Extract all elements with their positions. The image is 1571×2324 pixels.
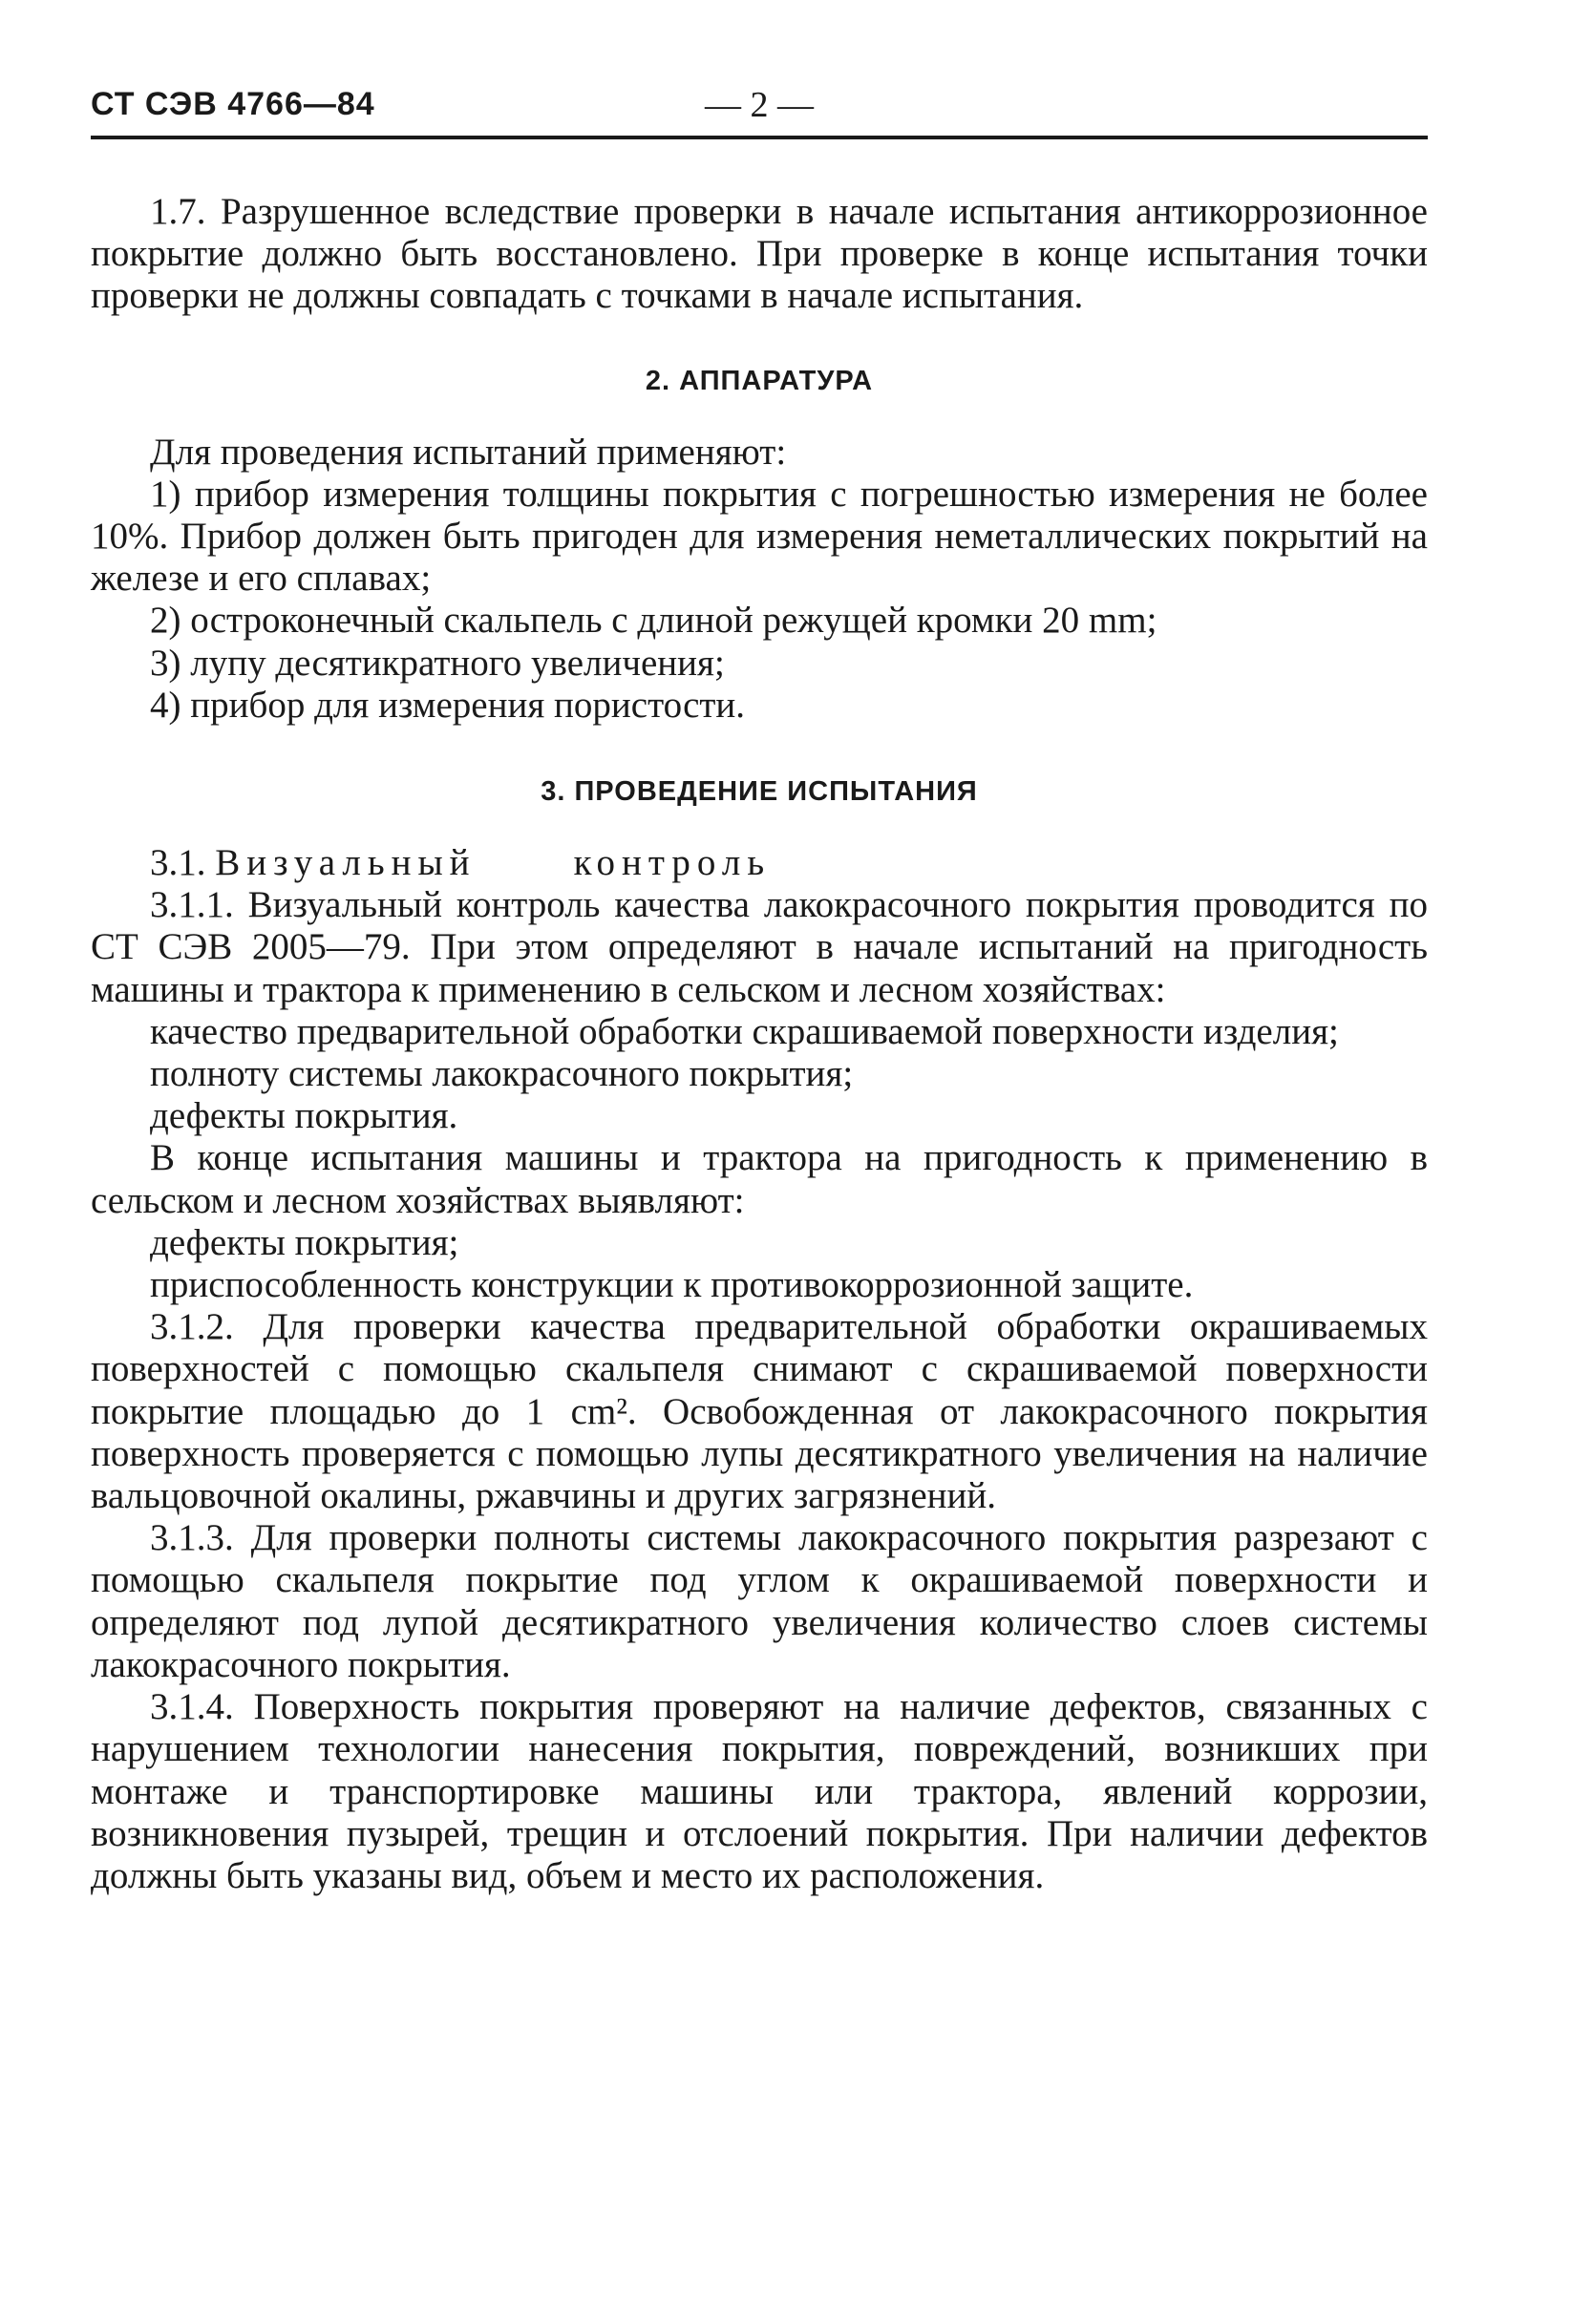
paragraph-3-1-3: 3.1.3. Для проверки полноты системы лакокрасочного покрытия разрезают с помощью скальпеля покрытие под углом к окрашиваемой поверхности и определяют под лупой десятикратного увеличения количество слоев системы лакокрасочного покрытия. bbox=[91, 1517, 1428, 1685]
list-b-item-1: дефекты покрытия; bbox=[150, 1221, 459, 1263]
list-a-item-3: дефекты покрытия. bbox=[150, 1095, 458, 1137]
subsection-3-1-number: 3.1. bbox=[150, 842, 206, 884]
list-a-item-1: качество предварительной обработки скрашиваемой поверхности изделия; bbox=[150, 1010, 1339, 1052]
section-2-intro: Для проведения испытаний применяют: bbox=[150, 431, 787, 473]
paragraph-3-1-2: 3.1.2. Для проверки качества предварительной обработки окрашиваемых поверхностей с помощью скальпеля снимают с скрашиваемой поверхности покрытие площадью до 1 cm². Освобожденная от лакокрасочного покрытия поверхность проверяется с помощью лупы десятикратного увеличения на наличие вальцовочной окалины, ржавчины и других загрязнений. bbox=[91, 1306, 1428, 1517]
list-b-item-2: приспособленность конструкции к противокоррозионной защите. bbox=[150, 1264, 1194, 1306]
document-body bbox=[91, 191, 1428, 1897]
apparatus-item-2: 2) остроконечный скальпель с длиной режущей кромки 20 mm; bbox=[150, 600, 1157, 642]
page-number: — 2 — bbox=[705, 85, 814, 125]
document-code: СТ СЭВ 4766—84 bbox=[91, 86, 375, 122]
paragraph-3-1-1: 3.1.1. Визуальный контроль качества лакокрасочного покрытия проводится по СТ СЭВ 2005—79. При этом определяют в начале испытаний на пригодность машины и трактора к применению в сельском и лесном хозяйствах: bbox=[91, 884, 1428, 1010]
section-3-title: 3. ПРОВЕДЕНИЕ ИСПЫТАНИЯ bbox=[541, 776, 978, 808]
header-rule bbox=[91, 136, 1428, 139]
apparatus-item-4: 4) прибор для измерения пористости. bbox=[150, 684, 746, 726]
section-2-title: 2. АППАРАТУРА bbox=[645, 365, 874, 396]
apparatus-item-3: 3) лупу десятикратного увеличения; bbox=[150, 642, 725, 684]
list-a-item-2: полноту системы лакокрасочного покрытия; bbox=[150, 1053, 854, 1095]
subsection-3-1-word-2: контроль bbox=[573, 842, 772, 884]
paragraph-3-1-4: 3.1.4. Поверхность покрытия проверяют на наличие дефектов, связанных с нарушением технологии нанесения покрытия, повреждений, возникших при монтаже и транспортировке машины или трактора, явлений коррозии, возникновения пузырей, трещин и отслоений покрытия. При наличии дефектов должны быть указаны вид, объем и место их расположения. bbox=[91, 1686, 1428, 1896]
subsection-3-1-heading bbox=[91, 842, 1428, 884]
page-header bbox=[91, 86, 1428, 130]
paragraph-end-of-test: В конце испытания машины и трактора на пригодность к применению в сельском и лесном хозяйствах выявляют: bbox=[91, 1137, 1428, 1221]
apparatus-item-1: 1) прибор измерения толщины покрытия с погрешностью измерения не более 10%. Прибор должен быть пригоден для измерения неметаллических покрытий на железе и его сплавах; bbox=[91, 473, 1428, 600]
subsection-3-1-word-1: Визуальный bbox=[215, 842, 477, 884]
document-page bbox=[91, 85, 1428, 1896]
paragraph-1-7: 1.7. Разрушенное вследствие проверки в начале испытания антикоррозионное покрытие должно быть восстановлено. При проверке в конце испытания точки проверки не должны совпадать с точками в начале испытания. bbox=[91, 191, 1428, 317]
